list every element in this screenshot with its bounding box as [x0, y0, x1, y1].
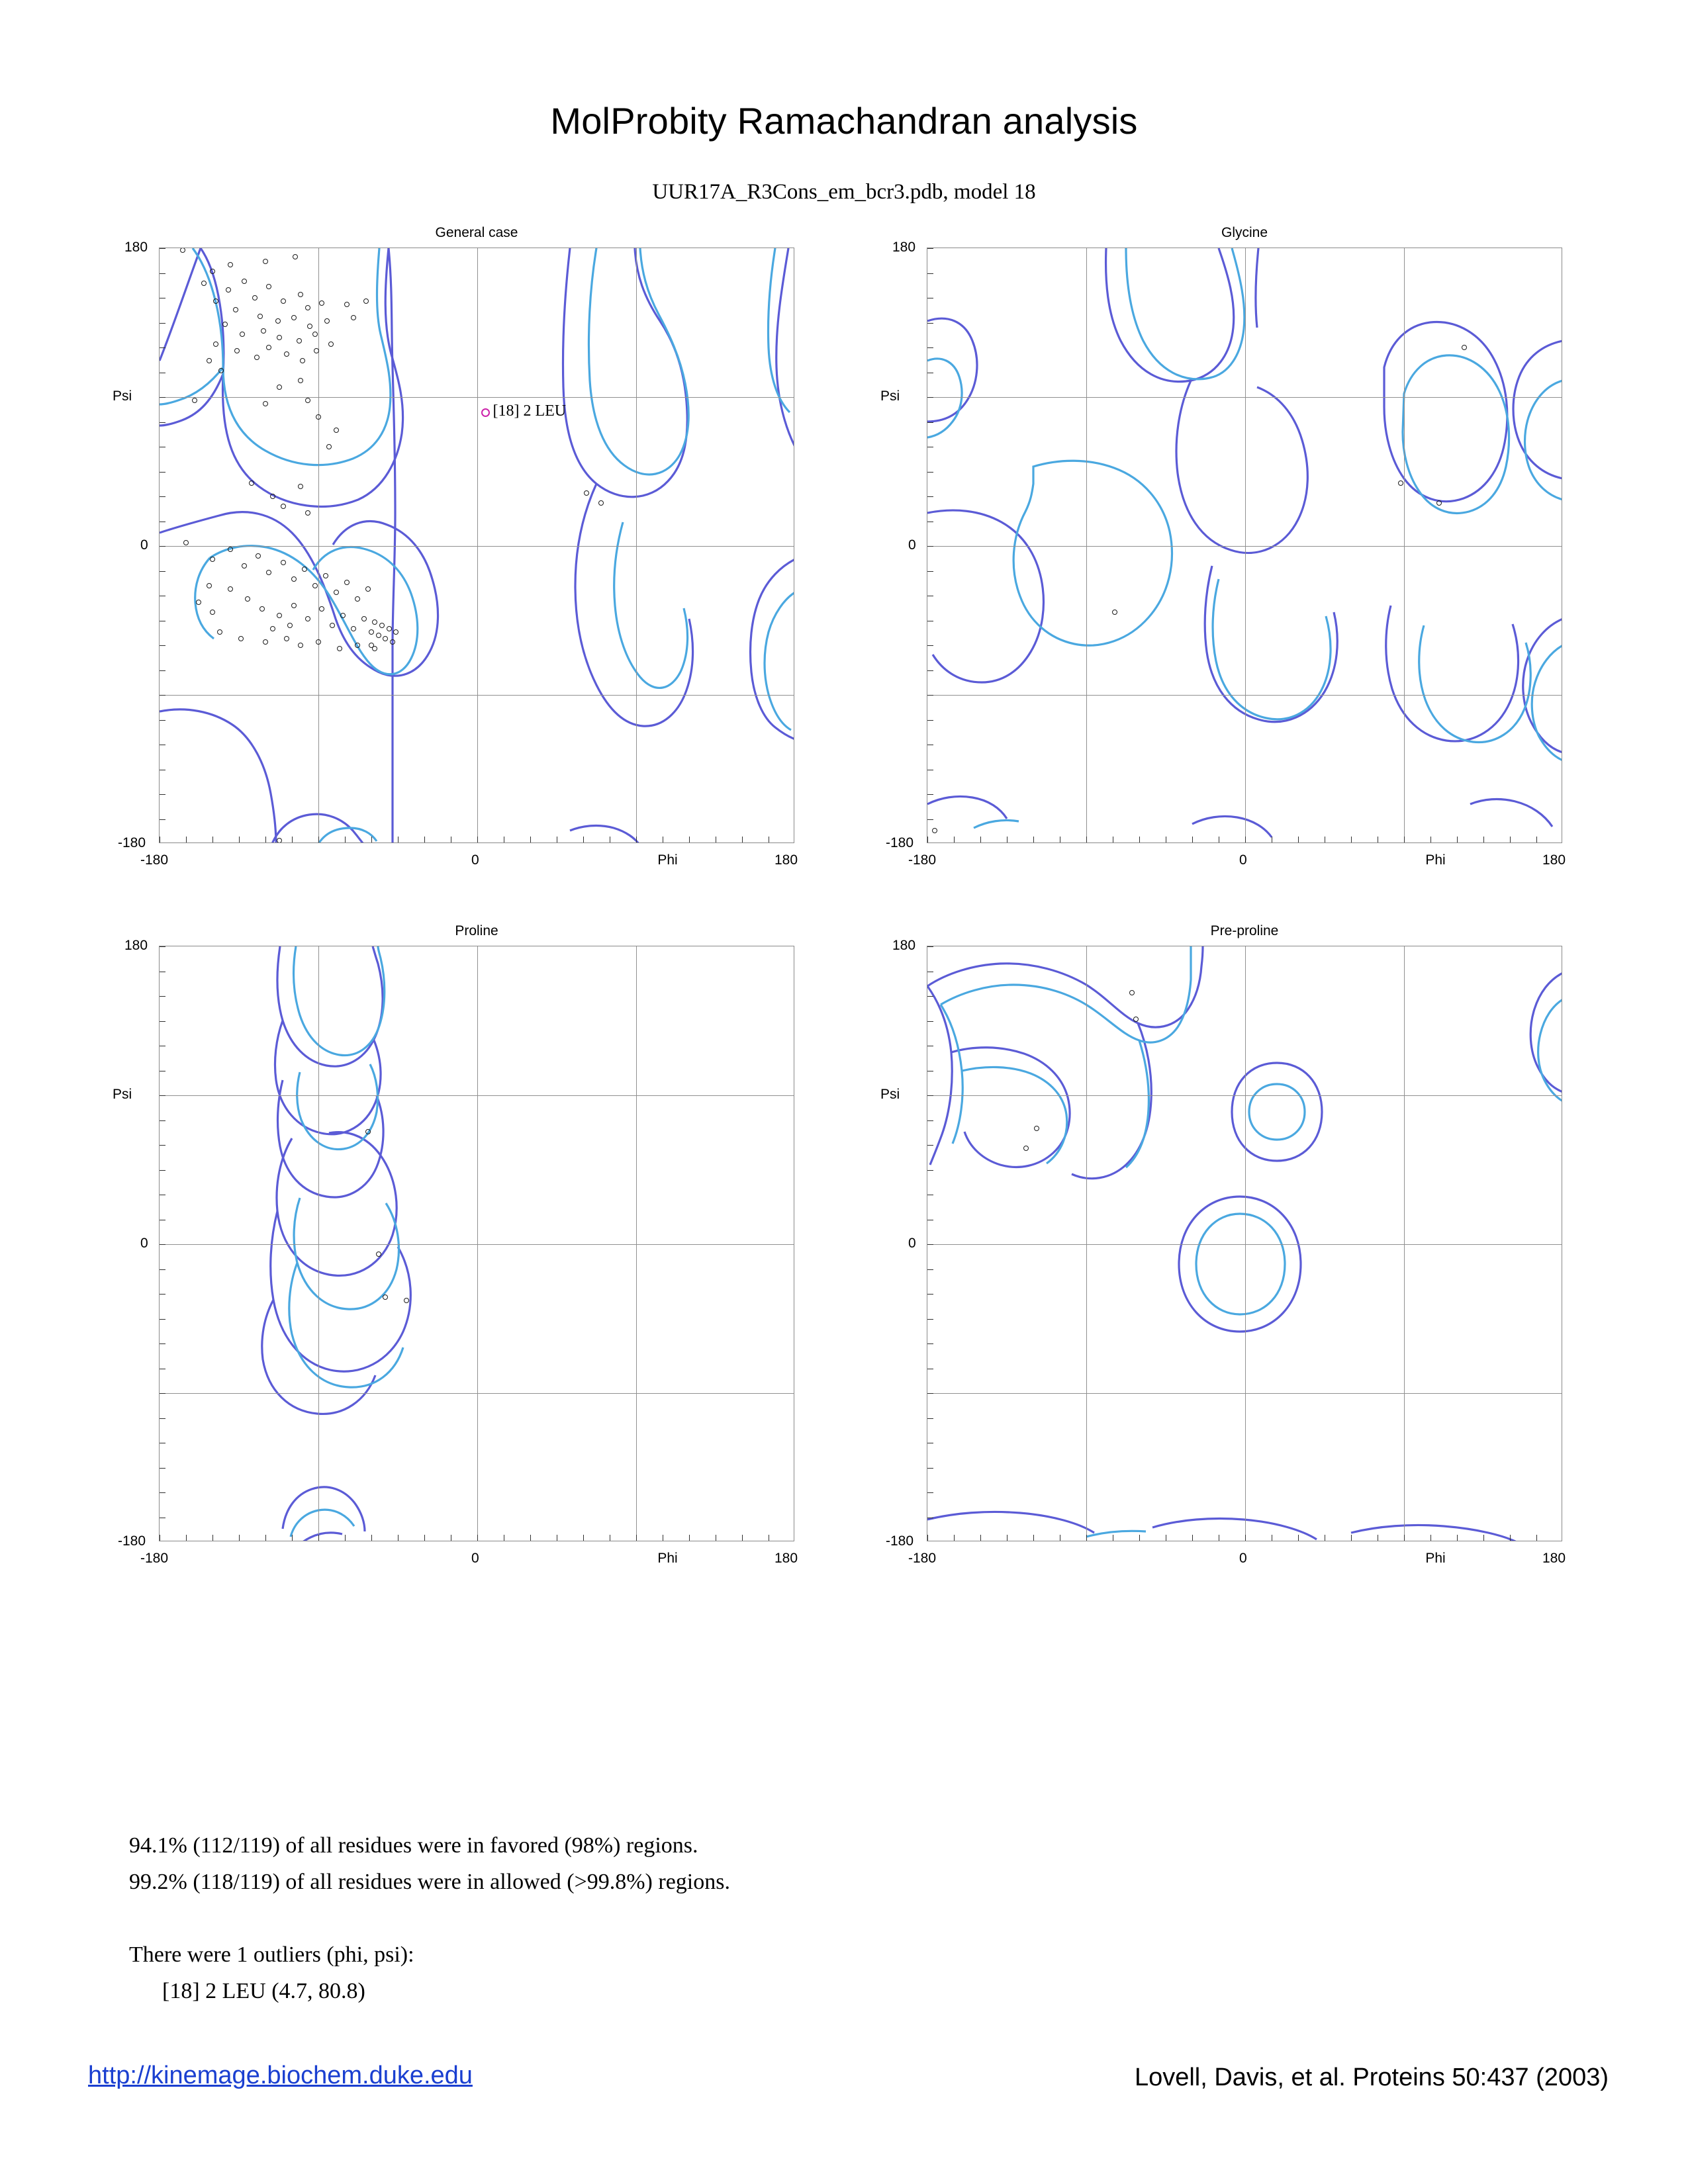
axis-tick [398, 837, 399, 842]
axis-tick [927, 1393, 933, 1394]
axis-tick [318, 1535, 319, 1541]
data-point [305, 398, 310, 403]
data-point [334, 590, 339, 595]
gridline-horizontal [160, 397, 794, 398]
plot-title-pre-proline: Pre-proline [1210, 923, 1279, 938]
axis-tick [160, 1145, 165, 1146]
x-axis-label: Phi [657, 852, 678, 868]
data-point [180, 248, 185, 253]
y-axis-label: Psi [880, 1087, 900, 1102]
axis-tick [1139, 1535, 1140, 1541]
gridline-vertical [1404, 248, 1405, 842]
x-tick-label-mid: 0 [1239, 1551, 1247, 1566]
data-point [1398, 480, 1403, 486]
gridline-horizontal [927, 397, 1562, 398]
data-point [210, 557, 215, 562]
x-axis-label: Phi [657, 1551, 678, 1566]
y-tick-label-min: -180 [118, 1533, 146, 1549]
gridline-vertical [636, 946, 637, 1541]
axis-tick [1510, 837, 1511, 842]
data-point [196, 600, 201, 605]
data-point [1112, 610, 1117, 615]
axis-tick [1007, 1535, 1008, 1541]
data-point [228, 262, 233, 267]
data-point [270, 626, 275, 631]
axis-tick [160, 819, 165, 820]
axis-tick [212, 1535, 213, 1541]
data-point [228, 586, 233, 592]
gridline-vertical [1404, 946, 1405, 1541]
gridline-horizontal [927, 695, 1562, 696]
axis-tick [980, 1535, 981, 1541]
axis-tick [160, 794, 165, 795]
axis-tick [160, 571, 165, 572]
axis-tick [160, 1120, 165, 1121]
axis-tick [1086, 1535, 1087, 1541]
gridline-vertical [1086, 248, 1087, 842]
axis-tick [160, 248, 165, 249]
axis-tick [318, 837, 319, 842]
axis-tick [160, 422, 165, 423]
stats-line-favored: 94.1% (112/119) of all residues were in favored (98%) regions. [129, 1833, 698, 1858]
data-point [305, 510, 310, 516]
data-point [201, 281, 207, 286]
x-tick-label-max: 180 [774, 852, 798, 868]
data-point [242, 279, 247, 284]
data-point [328, 341, 334, 347]
axis-tick [160, 1319, 165, 1320]
x-tick-label-mid: 0 [471, 1551, 479, 1566]
axis-tick [530, 1535, 531, 1541]
data-point [291, 315, 297, 320]
data-point [307, 324, 312, 329]
axis-tick [1298, 1535, 1299, 1541]
axis-tick [160, 1492, 165, 1493]
x-tick-label-min: -180 [908, 852, 937, 868]
axis-tick [160, 1170, 165, 1171]
axis-tick [927, 571, 933, 572]
stats-line-outlier-1: [18] 2 LEU (4.7, 80.8) [162, 1979, 365, 2003]
axis-tick [1404, 1535, 1405, 1541]
axis-tick [160, 670, 165, 671]
axis-tick [927, 347, 933, 348]
data-point [305, 616, 310, 621]
axis-tick [927, 496, 933, 497]
y-tick-label-min: -180 [118, 835, 146, 850]
plot-glycine [880, 225, 1566, 900]
y-tick-label-max: 180 [124, 938, 148, 953]
y-tick-label-mid: 0 [140, 537, 148, 553]
x-tick-label-min: -180 [908, 1551, 937, 1566]
axis-tick [927, 248, 933, 249]
data-point [337, 646, 342, 651]
data-point [284, 351, 289, 357]
x-axis-label: Phi [1425, 852, 1446, 868]
data-point [326, 444, 332, 449]
axis-tick [1483, 837, 1484, 842]
axis-tick [927, 323, 933, 324]
data-point [266, 284, 271, 289]
data-point [222, 322, 228, 327]
axis-tick [583, 1535, 584, 1541]
y-axis-label: Psi [113, 388, 132, 404]
axis-tick [927, 837, 928, 842]
axis-tick [345, 837, 346, 842]
gridline-vertical [318, 946, 319, 1541]
axis-tick [583, 837, 584, 842]
axis-tick [160, 1393, 165, 1394]
gridline-horizontal [927, 1244, 1562, 1245]
plot-title-general: General case [435, 225, 518, 240]
y-tick-label-mid: 0 [908, 1236, 916, 1251]
gridline-horizontal [927, 546, 1562, 547]
data-point [263, 259, 268, 264]
data-point [598, 500, 604, 506]
plot-area-glycine [927, 248, 1562, 843]
outlier-marker [481, 408, 490, 417]
axis-tick [1033, 1535, 1034, 1541]
outlier-label: [18] 2 LEU [492, 402, 567, 420]
axis-tick [927, 819, 933, 820]
axis-tick [186, 1535, 187, 1541]
data-point [1133, 1017, 1139, 1022]
axis-tick [636, 837, 637, 842]
data-point [228, 547, 233, 552]
axis-tick [980, 837, 981, 842]
axis-tick [927, 695, 933, 696]
data-point [238, 636, 244, 641]
axis-tick [160, 496, 165, 497]
axis-tick [1510, 1535, 1511, 1541]
axis-tick [265, 1535, 266, 1541]
gridline-horizontal [927, 1095, 1562, 1096]
y-axis-label: Psi [880, 388, 900, 404]
axis-tick [1536, 1535, 1537, 1541]
data-point [300, 358, 305, 363]
axis-tick [160, 996, 165, 997]
axis-tick [160, 323, 165, 324]
axis-tick [265, 837, 266, 842]
data-point [258, 314, 263, 319]
axis-tick [927, 1145, 933, 1146]
y-axis-label: Psi [113, 1087, 132, 1102]
axis-tick [160, 1244, 165, 1245]
axis-tick [1351, 837, 1352, 842]
axis-tick [927, 273, 933, 274]
axis-tick [927, 397, 933, 398]
data-point [263, 401, 268, 406]
data-point [281, 560, 286, 565]
axis-tick [927, 1492, 933, 1493]
data-point [305, 305, 310, 310]
data-point [226, 287, 231, 293]
axis-tick [160, 1269, 165, 1270]
axis-tick [927, 1535, 928, 1541]
data-point [365, 1129, 371, 1134]
gridline-horizontal [160, 546, 794, 547]
y-tick-label-min: -180 [886, 835, 914, 850]
axis-tick [424, 837, 425, 842]
data-point [312, 583, 318, 588]
data-point [323, 573, 328, 578]
plot-area-pre-proline [927, 946, 1562, 1541]
data-point [249, 480, 254, 486]
gridline-vertical [1086, 946, 1087, 1541]
axis-tick [927, 472, 933, 473]
axis-tick [371, 1535, 372, 1541]
axis-tick [1033, 837, 1034, 842]
axis-tick [954, 1535, 955, 1541]
plot-area-general [159, 248, 794, 843]
axis-tick [160, 1095, 165, 1096]
x-tick-label-min: -180 [140, 1551, 169, 1566]
axis-tick [1404, 837, 1405, 842]
data-point [363, 298, 369, 304]
axis-tick [239, 1535, 240, 1541]
axis-tick [1430, 837, 1431, 842]
data-point [316, 414, 321, 420]
data-point [293, 254, 298, 259]
x-tick-label-mid: 0 [471, 852, 479, 868]
gridline-horizontal [160, 695, 794, 696]
data-point [210, 269, 215, 274]
axis-tick [424, 1535, 425, 1541]
gridline-vertical [1245, 946, 1246, 1541]
data-point [210, 610, 215, 615]
x-tick-label-max: 180 [774, 1551, 798, 1566]
data-point [344, 580, 350, 585]
axis-tick [636, 1535, 637, 1541]
axis-tick [186, 837, 187, 842]
y-tick-label-max: 180 [892, 240, 916, 255]
axis-tick [292, 1535, 293, 1541]
axis-tick [927, 1294, 933, 1295]
axis-tick [160, 1021, 165, 1022]
data-point [291, 576, 297, 582]
stats-line-allowed: 99.2% (118/119) of all residues were in allowed (>99.8%) regions. [129, 1870, 730, 1894]
axis-tick [239, 837, 240, 842]
data-point [275, 318, 281, 324]
axis-tick [954, 837, 955, 842]
axis-tick [160, 1468, 165, 1469]
x-tick-label-mid: 0 [1239, 852, 1247, 868]
data-point [207, 583, 212, 588]
axis-tick [927, 1343, 933, 1344]
data-point [312, 332, 318, 337]
axis-tick [927, 645, 933, 646]
y-tick-label-mid: 0 [140, 1236, 148, 1251]
data-point [319, 300, 324, 306]
axis-tick [1086, 837, 1087, 842]
data-point [252, 295, 258, 300]
plot-general-case [113, 225, 798, 900]
axis-tick [742, 837, 743, 842]
data-point [334, 428, 339, 433]
plot-title-proline: Proline [455, 923, 498, 938]
axis-tick [1457, 1535, 1458, 1541]
data-point [1462, 345, 1467, 350]
axis-tick [1139, 837, 1140, 842]
stats-line-outliers-header: There were 1 outliers (phi, psi): [129, 1942, 414, 1967]
axis-tick [927, 996, 933, 997]
data-point [390, 639, 395, 645]
axis-tick [1007, 837, 1008, 842]
axis-tick [1536, 837, 1537, 842]
data-point [270, 494, 275, 499]
plot-area-proline [159, 946, 794, 1541]
data-point [297, 338, 302, 343]
gridline-vertical [477, 946, 478, 1541]
axis-tick [160, 397, 165, 398]
axis-tick [160, 1294, 165, 1295]
gridline-horizontal [160, 1393, 794, 1394]
data-point [233, 307, 238, 312]
data-point [302, 567, 307, 572]
axis-tick [530, 837, 531, 842]
axis-tick [477, 837, 478, 842]
kinemage-link[interactable]: http://kinemage.biochem.duke.edu [88, 2062, 473, 2089]
axis-tick [927, 720, 933, 721]
data-point [242, 563, 247, 569]
axis-tick [345, 1535, 346, 1541]
axis-tick [371, 837, 372, 842]
axis-tick [212, 837, 213, 842]
axis-tick [927, 422, 933, 423]
axis-tick [1192, 837, 1193, 842]
axis-tick [1351, 1535, 1352, 1541]
axis-tick [1245, 1535, 1246, 1541]
axis-tick [927, 1244, 933, 1245]
x-axis-label: Phi [1425, 1551, 1446, 1566]
gridline-horizontal [160, 1095, 794, 1096]
axis-tick [398, 1535, 399, 1541]
gridline-vertical [636, 248, 637, 842]
axis-tick [1298, 837, 1299, 842]
data-point [217, 629, 222, 635]
data-point [281, 504, 286, 509]
axis-tick [160, 695, 165, 696]
data-point [932, 828, 937, 833]
citation-text: Lovell, Davis, et al. Proteins 50:437 (2003) [1134, 2064, 1609, 2091]
axis-tick [927, 1418, 933, 1419]
axis-tick [160, 273, 165, 274]
axis-tick [742, 1535, 743, 1541]
gridline-horizontal [927, 1393, 1562, 1394]
axis-tick [160, 1418, 165, 1419]
data-point [369, 629, 374, 635]
y-tick-label-max: 180 [892, 938, 916, 953]
axis-tick [160, 645, 165, 646]
plot-title-glycine: Glycine [1221, 225, 1268, 240]
axis-tick [927, 670, 933, 671]
plot-proline [113, 923, 798, 1598]
data-point [183, 540, 189, 545]
x-tick-label-max: 180 [1542, 1551, 1566, 1566]
gridline-vertical [318, 248, 319, 842]
axis-tick [477, 1535, 478, 1541]
axis-tick [160, 946, 165, 947]
axis-tick [1457, 837, 1458, 842]
axis-tick [1245, 837, 1246, 842]
axis-tick [927, 1120, 933, 1121]
axis-tick [160, 347, 165, 348]
axis-tick [1192, 1535, 1193, 1541]
axis-tick [927, 546, 933, 547]
data-point [207, 358, 212, 363]
axis-tick [927, 1021, 933, 1022]
data-point [387, 626, 392, 631]
axis-tick [292, 837, 293, 842]
data-point [291, 603, 297, 608]
axis-tick [160, 720, 165, 721]
data-point [263, 639, 268, 645]
x-tick-label-max: 180 [1542, 852, 1566, 868]
gridline-vertical [1245, 248, 1246, 842]
data-point [344, 302, 350, 307]
gridline-vertical [477, 248, 478, 842]
data-point [376, 633, 381, 638]
plot-pre-proline [880, 923, 1566, 1598]
axis-tick [160, 1343, 165, 1344]
data-point [316, 639, 321, 645]
data-point [355, 643, 360, 648]
x-tick-label-min: -180 [140, 852, 169, 868]
data-point [281, 298, 286, 304]
axis-tick [160, 472, 165, 473]
axis-tick [927, 1170, 933, 1171]
axis-tick [160, 546, 165, 547]
y-tick-label-mid: 0 [908, 537, 916, 553]
data-point [259, 606, 265, 612]
page-subtitle: UUR17A_R3Cons_em_bcr3.pdb, model 18 [652, 180, 1036, 204]
data-point [284, 636, 289, 641]
page-title: MolProbity Ramachandran analysis [550, 100, 1138, 142]
axis-tick [927, 1269, 933, 1270]
data-point [254, 355, 259, 360]
axis-tick [927, 794, 933, 795]
axis-tick [1483, 1535, 1484, 1541]
axis-tick [927, 1319, 933, 1320]
data-point [376, 1251, 381, 1257]
axis-tick [927, 1095, 933, 1096]
data-point [355, 596, 360, 602]
y-tick-label-max: 180 [124, 240, 148, 255]
axis-tick [689, 837, 690, 842]
data-point [379, 623, 385, 628]
axis-tick [689, 1535, 690, 1541]
data-point [365, 586, 371, 592]
y-tick-label-min: -180 [886, 1533, 914, 1549]
axis-tick [927, 1468, 933, 1469]
axis-tick [1430, 1535, 1431, 1541]
gridline-horizontal [160, 1244, 794, 1245]
axis-tick [927, 946, 933, 947]
